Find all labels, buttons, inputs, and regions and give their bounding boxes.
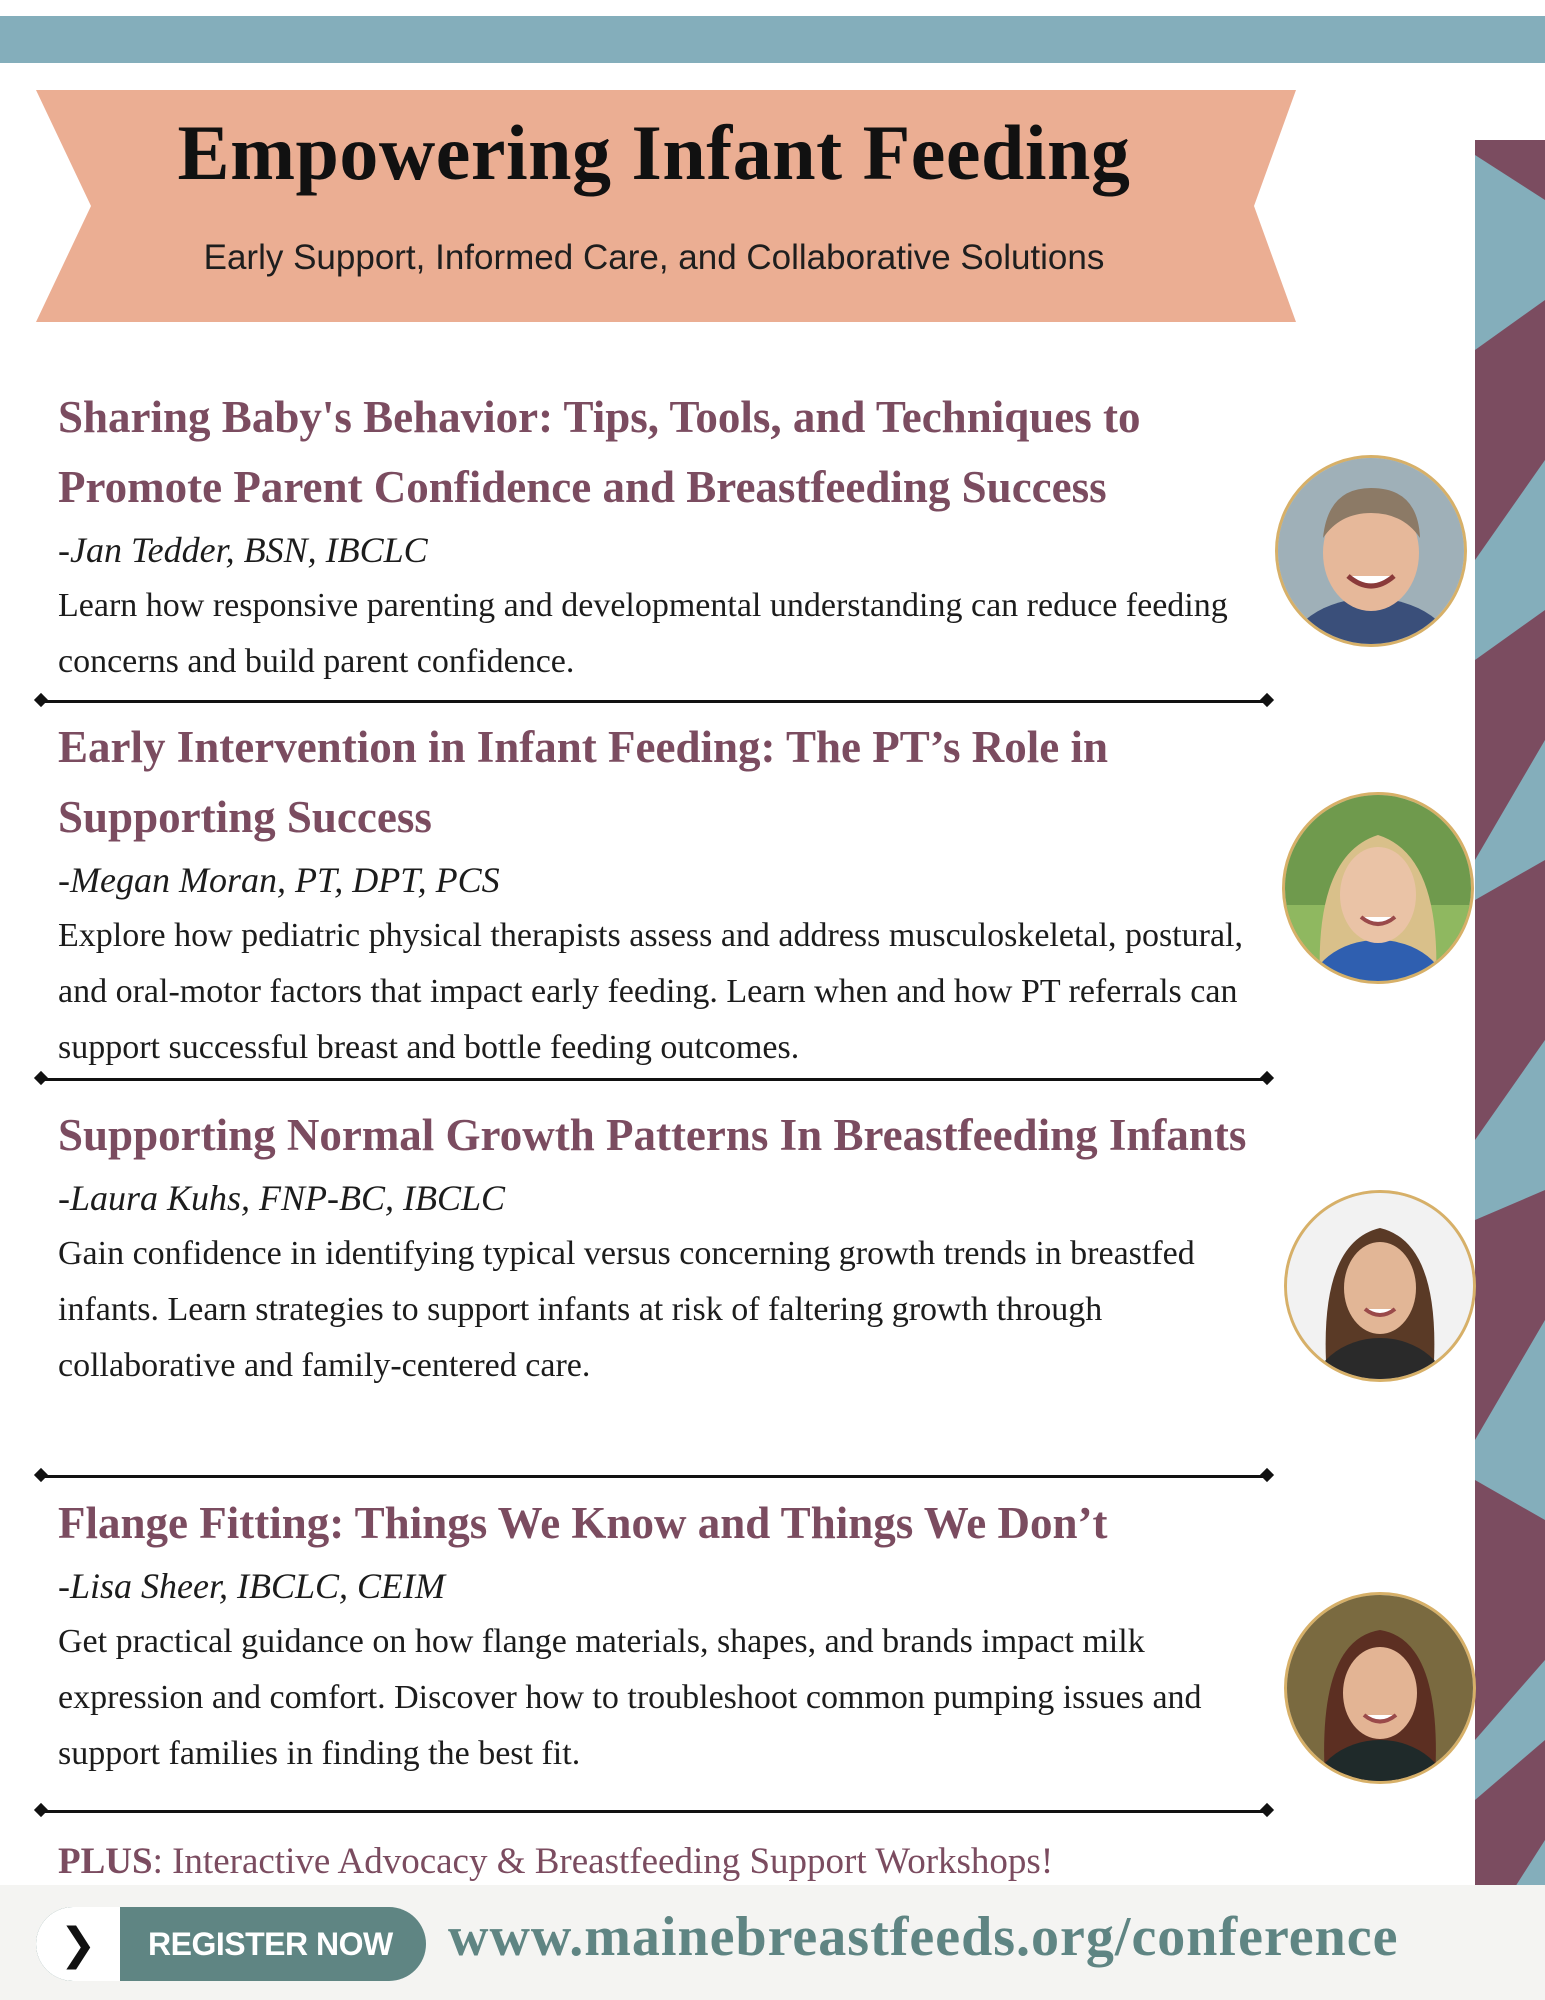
conference-url-link[interactable]: www.mainebreastfeeds.org/conference — [448, 1906, 1399, 1968]
session-description: Get practical guidance on how flange materials, shapes, and brands impact milk expression and comfort. Discover how to troubleshoot common pumping issues and support families in finding the best fit. — [58, 1623, 1202, 1772]
session-speaker: -Laura Kuhs, FNP-BC, IBCLC — [58, 1178, 506, 1218]
session-title: Sharing Baby's Behavior: Tips, Tools, and Techniques to Promote Parent Confidence and Breastfeeding Success — [58, 392, 1141, 512]
side-decoration-stripe — [1475, 140, 1545, 1950]
chevron-right-icon: ❯ — [36, 1907, 120, 1981]
session-description: Learn how responsive parenting and developmental understanding can reduce feeding concerns and build parent confidence. — [58, 587, 1228, 680]
session-description: Explore how pediatric physical therapists assess and address musculoskeletal, postural, and oral-motor factors that impact early feeding. Learn when and how PT referrals can support successful breast and bottle feeding outcomes. — [58, 917, 1243, 1066]
plus-text: : Interactive Advocacy & Breastfeeding Support Workshops! — [152, 1841, 1054, 1882]
speaker-photo-jan-tedder — [1275, 455, 1467, 647]
register-now-label: REGISTER NOW — [148, 1926, 393, 1962]
plus-label: PLUS — [58, 1841, 153, 1882]
register-now-button[interactable] — [36, 1907, 426, 1981]
speaker-photo-laura-kuhs — [1284, 1190, 1476, 1382]
plus-workshops-note — [58, 1840, 1053, 1883]
session-speaker: -Megan Moran, PT, DPT, PCS — [58, 860, 500, 900]
page-subtitle: Early Support, Informed Care, and Collaborative Solutions — [203, 238, 1105, 277]
section-divider — [40, 1078, 1268, 1081]
page-title: Empowering Infant Feeding — [177, 109, 1131, 196]
top-color-bar — [0, 16, 1545, 63]
session-1 — [58, 382, 1278, 690]
section-divider — [40, 1810, 1268, 1813]
session-4 — [58, 1488, 1278, 1782]
session-description: Gain confidence in identifying typical versus concerning growth trends in breastfed infants. Learn strategies to support infants at risk of faltering growth through collaborative and family-centered care. — [58, 1235, 1195, 1384]
session-2 — [58, 712, 1278, 1076]
section-divider — [40, 1475, 1268, 1478]
title-banner — [36, 90, 1296, 322]
session-3 — [58, 1100, 1278, 1394]
section-divider — [40, 700, 1268, 703]
session-speaker: -Jan Tedder, BSN, IBCLC — [58, 530, 428, 570]
session-title: Supporting Normal Growth Patterns In Breastfeeding Infants — [58, 1110, 1247, 1160]
session-title: Early Intervention in Infant Feeding: The PT’s Role in Supporting Success — [58, 722, 1109, 842]
speaker-photo-megan-moran — [1282, 792, 1474, 984]
session-title: Flange Fitting: Things We Know and Things We Don’t — [58, 1498, 1108, 1548]
session-speaker: -Lisa Sheer, IBCLC, CEIM — [58, 1566, 445, 1606]
speaker-photo-lisa-sheer — [1284, 1592, 1476, 1784]
